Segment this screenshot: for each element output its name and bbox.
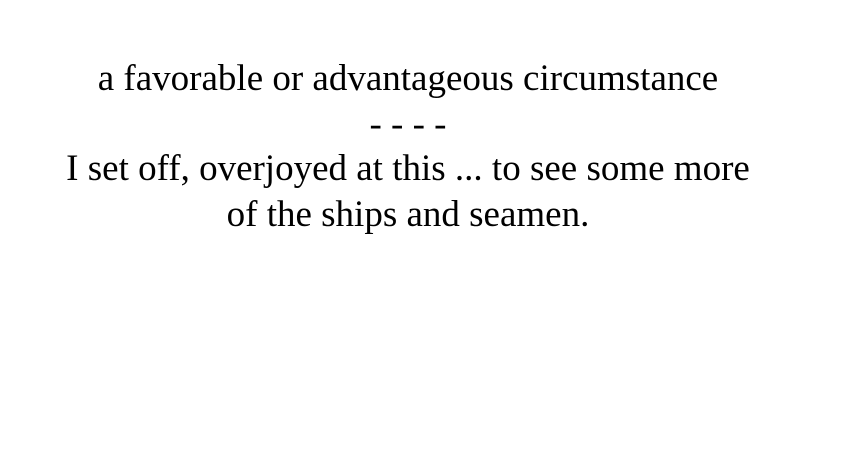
example-line-1: I set off, overjoyed at this ... to see some more [66, 148, 750, 189]
separator-dashes: - - - - [369, 104, 447, 145]
definition-text: a favorable or advantageous circumstance [97, 58, 719, 99]
example-line-2: of the ships and seamen. [226, 194, 590, 235]
example-sentence [0, 146, 816, 238]
